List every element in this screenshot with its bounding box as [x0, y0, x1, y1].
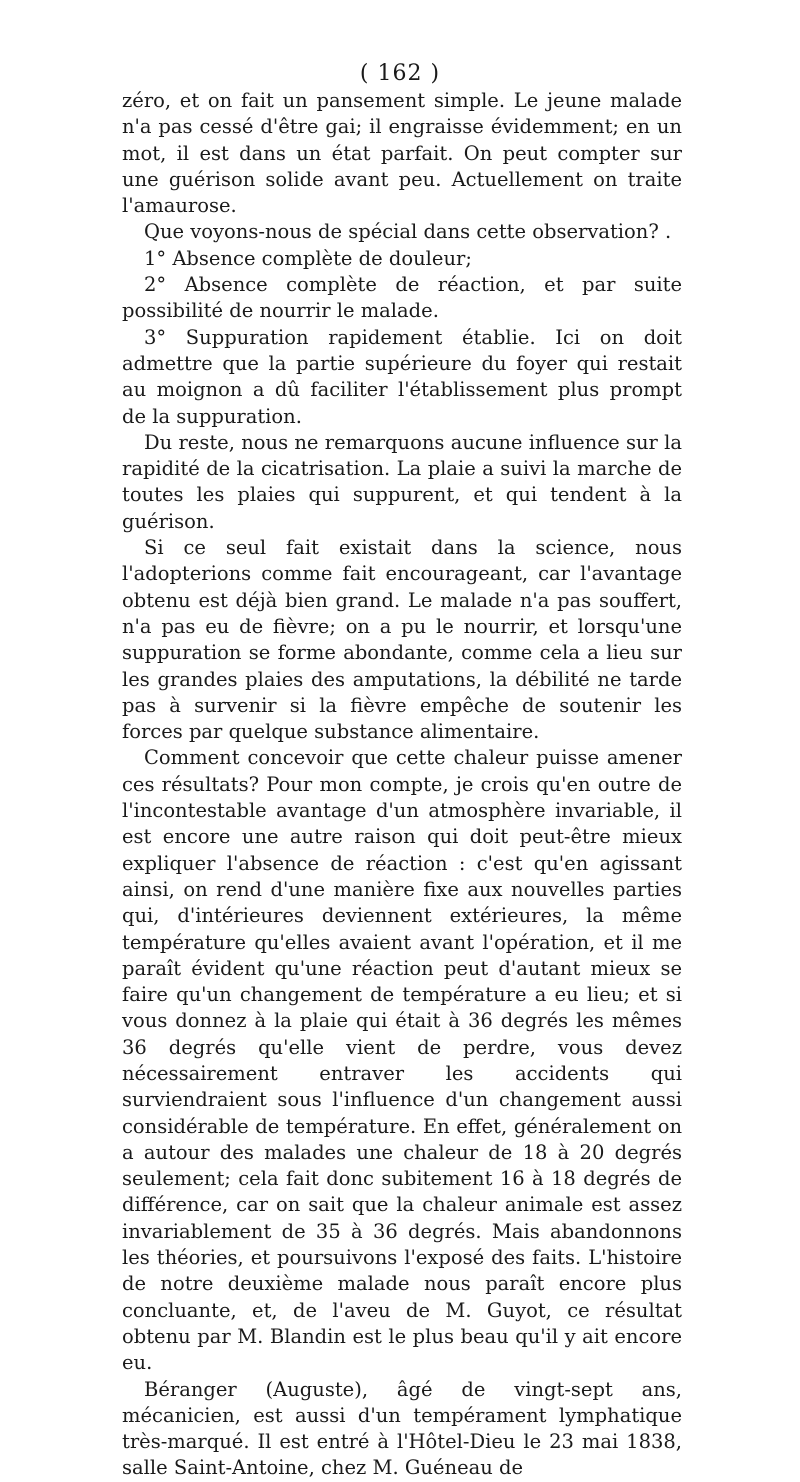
- paragraph-question: Que voyons-nous de spécial dans cette observation? .: [144, 220, 672, 244]
- paragraph-point-3: 3° Suppuration rapidement établie. Ici on doit admettre que la partie supérieure du foyer qui restait au moignon a dû faciliter l'établissement plus prompt de la suppuration.: [122, 325, 682, 428]
- paragraph-cicatrisation: Du reste, nous ne remarquons aucune influence sur la rapidité de la cicatrisation. La plaie a suivi la marche de toutes les plaies qui suppurent, et qui tendent à la guérison.: [122, 430, 682, 533]
- paragraph-continuation: zéro, et on fait un pansement simple. Le jeune malade n'a pas cessé d'être gai; il engraisse évidemment; en un mot, il est dans un état parfait. On peut compter sur une guérison solide avant peu. Actuellement on traite l'amaurose.: [122, 89, 682, 218]
- paragraph-point-2: 2° Absence complète de réaction, et par suite possibilité de nourrir le malade.: [122, 273, 682, 323]
- body-text: [122, 88, 682, 1482]
- paragraph-heat-theory: Comment concevoir que cette chaleur puisse amener ces résultats? Pour mon compte, je crois qu'en outre de l'incontestable avantage d'un atmosphère invariable, il est encore une autre raison qui doit peut-être mieux expliquer l'absence de réaction : c'est qu'en agissant ainsi, on rend d'une manière fixe aux nouvelles parties qui, d'intérieures deviennent extérieures, la même température qu'elles avaient avant l'opération, et il me paraît évident qu'une réaction peut d'autant mieux se faire qu'un changement de température a eu lieu; et si vous donnez à la plaie qui était à 36 degrés les mêmes 36 degrés qu'elle vient de perdre, vous devez nécessairement entraver les accidents qui surviendraient sous l'influence d'un changement aussi considérable de température. En effet, généralement on a autour des malades une chaleur de 18 à 20 degrés seulement; cela fait donc subitement 16 à 18 degrés de différence, car on sait que la chaleur animale est assez invariablement de 35 à 36 degrés. Mais abandonnons les théories, et poursuivons l'exposé des faits. L'histoire de notre deuxième malade nous paraît encore plus concluante, et, de l'aveu de M. Guyot, ce résultat obtenu par M. Blandin est le plus beau qu'il y ait encore eu.: [122, 746, 682, 1375]
- paragraph-second-patient: Béranger (Auguste), âgé de vingt-sept ans, mécanicien, est aussi d'un tempérament lymphatique très-marqué. Il est entré à l'Hôtel-Dieu le 23 mai 1838, salle Saint-Antoine, chez M. Guéneau de: [122, 1377, 682, 1480]
- paragraph-point-1: 1° Absence complète de douleur;: [144, 246, 472, 270]
- page-number: ( 162 ): [359, 61, 441, 86]
- paragraph-encouraging-fact: Si ce seul fait existait dans la science, nous l'adopterions comme fait encourageant, car l'avantage obtenu est déjà bien grand. Le malade n'a pas souffert, n'a pas eu de fièvre; on a pu le nourrir, et lorsqu'une suppuration se forme abondante, comme cela a lieu sur les grandes plaies des amputations, la débilité ne tarde pas à survenir si la fièvre empêche de soutenir les forces par quelque substance alimentaire.: [122, 536, 682, 744]
